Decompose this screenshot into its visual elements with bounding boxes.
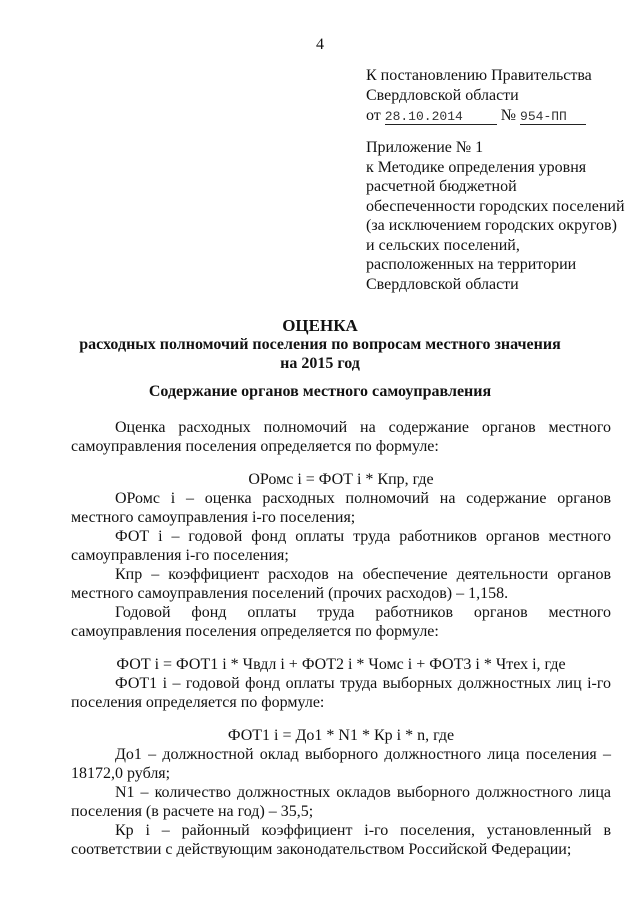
formula: ФОТ i = ФОТ1 i * Чвдл i + ФОТ2 i * Чомс i + ФОТ3 i * Чтех i, где xyxy=(116,656,566,673)
paragraph: ОРомс i – оценка расходных полномочий на содержание органов местного самоуправления i-го поселения; xyxy=(71,490,611,526)
appendix-reference xyxy=(366,138,636,294)
document-title xyxy=(0,316,640,373)
title-line-3: на 2015 год xyxy=(280,355,360,372)
resolution-line-2: Свердловской области xyxy=(366,87,519,104)
resolution-number: 954-ПП xyxy=(520,109,586,125)
document-body xyxy=(71,418,611,859)
paragraph: ФОТ1 i – годовой фонд оплаты труда выборных должностных лиц i-го поселения определяется по формуле: xyxy=(71,675,611,711)
paragraph: Оценка расходных полномочий на содержание органов местного самоуправления поселения определяется по формуле: xyxy=(71,419,611,455)
paragraph: Годовой фонд оплаты труда работников органов местного самоуправления поселения определяется по формуле: xyxy=(71,604,611,640)
paragraph: ФОТ i – годовой фонд оплаты труда работников органов местного самоуправления i-го поселения; xyxy=(71,528,611,564)
appendix-line: расположенных на территории xyxy=(366,256,577,273)
resolution-date-line xyxy=(366,106,626,126)
appendix-line: Свердловской области xyxy=(366,275,519,293)
appendix-line: обеспеченности городских поселений xyxy=(366,197,625,215)
paragraph: До1 – должностной оклад выборного должностного лица поселения – 18172,0 рубля; xyxy=(71,746,611,782)
formula: ФОТ1 i = До1 * N1 * Кр i * n, где xyxy=(227,727,455,744)
section-title: Содержание органов местного самоуправления xyxy=(148,383,492,400)
formula: ОРомс i = ФОТ i * Кпр, где xyxy=(248,471,434,488)
page-number: 4 xyxy=(316,36,324,53)
title-line-2: расходных полномочий поселения по вопросам местного значения xyxy=(79,336,561,353)
number-prefix: № xyxy=(500,107,517,124)
resolution-reference xyxy=(366,66,626,126)
appendix-line: и сельских поселений, xyxy=(366,236,520,254)
appendix-line: Приложение № 1 xyxy=(366,139,484,156)
paragraph: N1 – количество должностных окладов выборного должностного лица поселения (в расчете на год) – 35,5; xyxy=(71,784,611,820)
appendix-line: (за исключением городских округов) xyxy=(366,217,617,234)
appendix-line: расчетной бюджетной xyxy=(366,178,517,195)
appendix-line: к Методике определения уровня xyxy=(366,158,587,176)
paragraph: Кпр – коэффициент расходов на обеспечение деятельности органов местного самоуправления поселений (прочих расходов) – 1,158. xyxy=(71,566,611,602)
resolution-date: 28.10.2014 xyxy=(385,109,497,125)
date-prefix: от xyxy=(366,107,381,124)
resolution-line-1: К постановлению Правительства xyxy=(366,67,592,84)
paragraph: Кр i – районный коэффициент i-го поселения, установленный в соответствии с действующим законодательством Российской Федерации; xyxy=(71,822,611,858)
title-main: ОЦЕНКА xyxy=(282,316,358,335)
